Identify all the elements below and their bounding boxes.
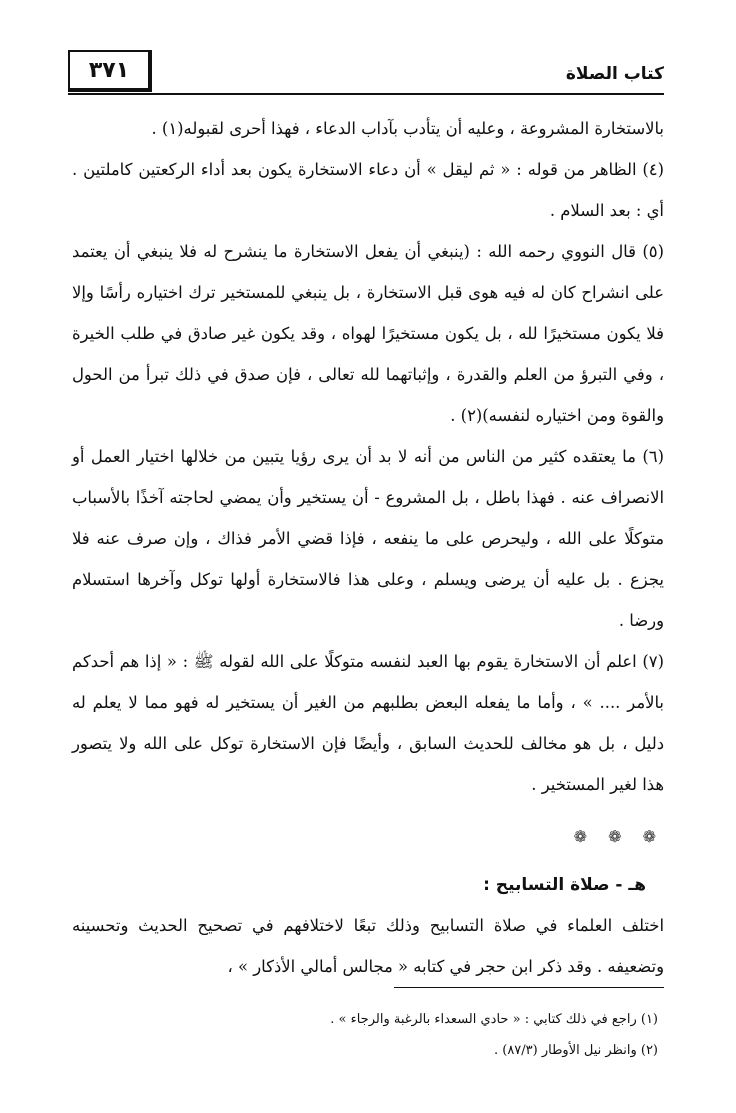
- footnote-1: (١) راجع في ذلك كتابي : « حادي السعداء بالرغبة والرجاء » .: [330, 1012, 658, 1027]
- header-rule: [68, 93, 664, 95]
- section-separator: ❁ ❁ ❁: [573, 827, 664, 846]
- book-title: كتاب الصلاة: [565, 64, 664, 84]
- section-heading: هـ - صلاة التسابيح :: [483, 875, 646, 895]
- paragraph-continuation: بالاستخارة المشروعة ، وعليه أن يتأدب بآداب الدعاء ، فهذا أحرى لقبوله(١) .: [151, 119, 664, 138]
- section-paragraph: اختلف العلماء في صلاة التسابيح وذلك تبعًا لاختلافهم في تصحيح الحديث وتحسينه وتضعيفه . وقد ذكر ابن حجر في كتابه « مجالس أمالي الأذكار » ،: [72, 916, 664, 976]
- paragraph-item-6: (٦) ما يعتقده كثير من الناس من أنه لا بد أن يرى رؤيا يتبين من خلالها اختيار العمل أو الانصراف عنه . فهذا باطل ، بل المشروع - أن يستخير وأن يمضي لحاجته آخذًا بالأسباب متوكلًا على الله ، وليحرص على ما ينفعه ، فإذا قضي الأمر فذاك ، وإن صرف عنه فلا يجزع . بل عليه أن يرضى ويسلم ، وعلى هذا فالاستخارة أولها توكل وآخرها استسلام ورضا .: [72, 447, 664, 630]
- footnotes: [72, 1004, 658, 1066]
- paragraph-item-7: (٧) اعلم أن الاستخارة يقوم بها العبد لنفسه متوكلًا على الله لقوله ﷺ : « إذا هم أحدكم بالأمر .... » ، وأما ما يفعله البعض بطلبهم من الغير أن يستخير له فهو مما لا يعلم له دليل ، بل هو مخالف للحديث السابق ، وأيضًا فإن الاستخارة توكل على الله ولا يتصور هذا لغير المستخير .: [72, 652, 664, 794]
- page-body: [72, 108, 664, 987]
- page-number: ٣٧١: [68, 50, 152, 92]
- footnote-2: (٢) وانظر نيل الأوطار (٨٧/٣) .: [493, 1043, 658, 1058]
- page-header: [68, 50, 664, 94]
- footnote-rule: [394, 987, 664, 988]
- paragraph-item-5: (٥) قال النووي رحمه الله : (ينبغي أن يفعل الاستخارة ما ينشرح له فلا ينبغي أن يعتمد على انشراح كان له فيه هوى قبل الاستخارة ، بل ينبغي للمستخير ترك اختياره رأسًا وإلا فلا يكون مستخيرًا لله ، بل يكون مستخيرًا لهواه ، وقد يكون غير صادق في طلب الخيرة ، وفي التبرؤ من العلم والقدرة ، وإثباتهما لله تعالى ، فإن صدق في ذلك تبرأ من الحول والقوة ومن اختياره لنفسه)(٢) .: [72, 242, 664, 425]
- paragraph-item-4: (٤) الظاهر من قوله : « ثم ليقل » أن دعاء الاستخارة يكون بعد أداء الركعتين كاملتين . أي : بعد السلام .: [72, 160, 664, 220]
